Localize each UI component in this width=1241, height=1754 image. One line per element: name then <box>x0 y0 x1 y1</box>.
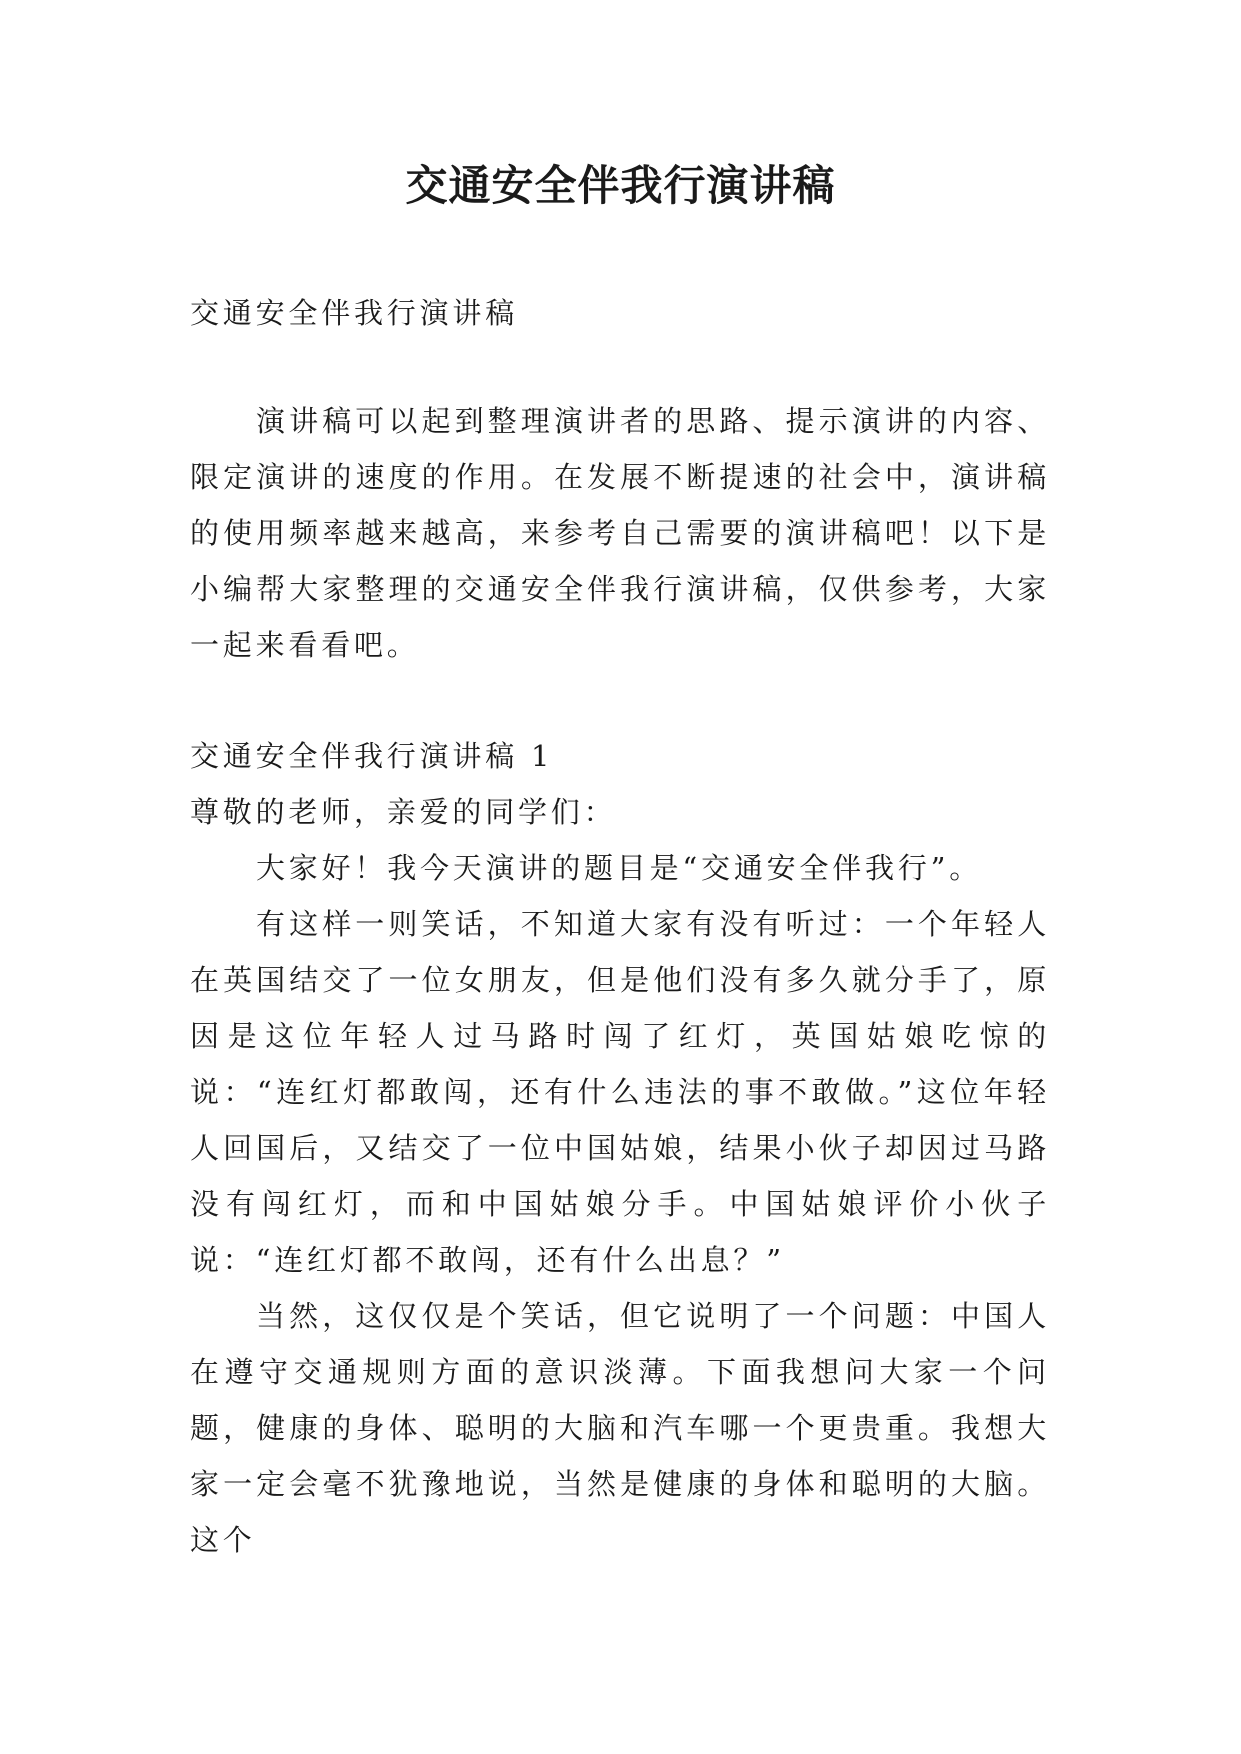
salutation: 尊敬的老师，亲爱的同学们： <box>190 795 617 829</box>
intro-paragraph: 演讲稿可以起到整理演讲者的思路、提示演讲的内容、限定演讲的速度的作用。在发展不断提速的社会中，演讲稿的使用频率越来越高，来参考自己需要的演讲稿吧！以下是小编帮大家整理的交通安全伴我行演讲稿，仅供参考，大家一起来看看吧。 <box>190 404 1050 662</box>
section-heading: 交通安全伴我行演讲稿 1 <box>190 739 554 773</box>
body-paragraph: 大家好！我今天演讲的题目是“交通安全伴我行”。 <box>256 851 983 885</box>
document-body <box>190 285 1050 1568</box>
body-paragraph: 当然，这仅仅是个笑话，但它说明了一个问题：中国人在遵守交通规则方面的意识淡薄。下面我想问大家一个问题，健康的身体、聪明的大脑和汽车哪一个更贵重。我想大家一定会毫不犹豫地说，当然是健康的身体和聪明的大脑。这个 <box>190 1299 1050 1557</box>
body-paragraph: 有这样一则笑话，不知道大家有没有听过：一个年轻人在英国结交了一位女朋友，但是他们没有多久就分手了，原因是这位年轻人过马路时闯了红灯，英国姑娘吃惊的说：“连红灯都敢闯，还有什么违法的事不敢做。”这位年轻人回国后，又结交了一位中国姑娘，结果小伙子却因过马路没有闯红灯，而和中国姑娘分手。中国姑娘评价小伙子说：“连红灯都不敢闯，还有什么出息？” <box>190 907 1050 1277</box>
document-title: 交通安全伴我行演讲稿 <box>405 161 836 210</box>
document-subtitle: 交通安全伴我行演讲稿 <box>190 296 519 330</box>
